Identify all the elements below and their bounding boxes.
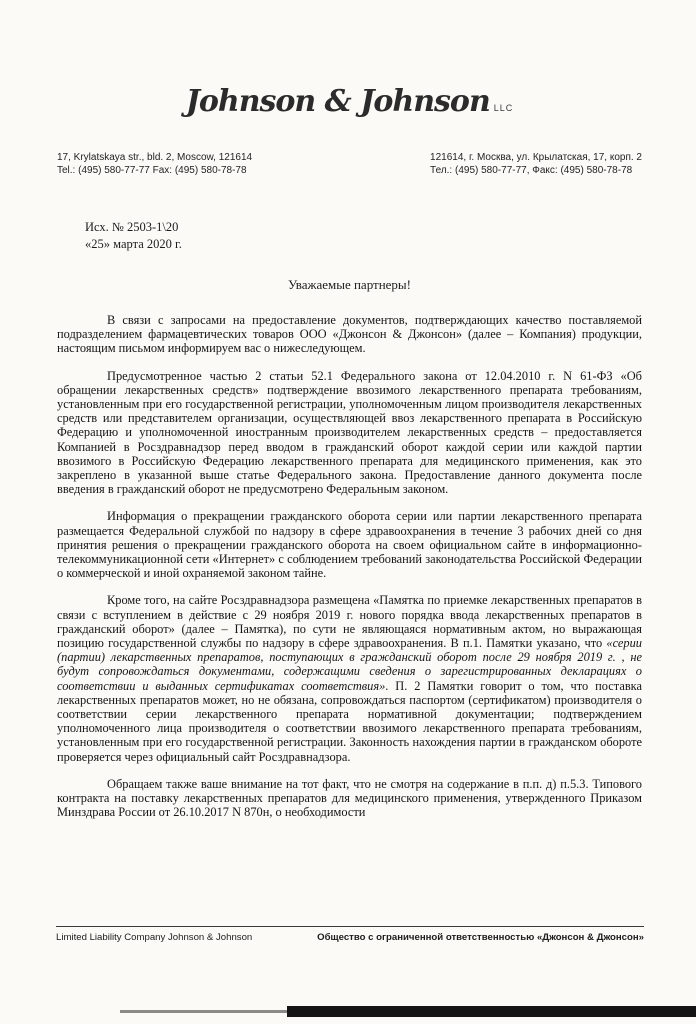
body-paragraphs <box>57 313 642 820</box>
paragraph <box>57 313 642 356</box>
paragraph-segment: Обращаем также ваше внимание на тот факт, что не смотря на содержание в п.п. д) п.5.3. Типового контракта на поставку лекарственных препаратов для медицинского применения, утвержденного Приказом Минздрава России от 26.10.2017 N 870н, о необходимости <box>57 776 642 820</box>
paragraph <box>57 369 642 497</box>
footer <box>56 926 644 943</box>
footer-company-ru: Общество с ограниченной ответственностью «Джонсон & Джонсон» <box>317 932 644 943</box>
address-line: Тел.: (495) 580-77-77, Факс: (495) 580-78-78 <box>430 165 633 176</box>
address-block-en <box>57 151 252 177</box>
scan-artifact-line <box>120 1010 287 1013</box>
address-block-ru <box>430 151 642 177</box>
paragraph-segment: . П. 2 Памятки говорит о том, что поставка лекарственных препаратов может, но не обязана, сопровождаться паспортом (сертификатом) производителя о соответствии серии лекарственного препарата нормативной документации; подтверждением уполномоченного лица производителя о соответствии ввозимого лекарственного препарата требованиям, установленным при его государственной регистрации. Законность нахождения партии в гражданском обороте проверяется через официальный сайт Росздравнадзора. <box>57 678 643 764</box>
paragraph <box>57 777 642 820</box>
address-line: 17, Krylatskaya str., bld. 2, Moscow, 121614 <box>57 152 253 163</box>
scan-artifact-bar <box>287 1006 696 1017</box>
reference-block <box>85 219 642 253</box>
address-line: 121614, г. Москва, ул. Крылатская, 17, корп. 2 <box>430 152 642 163</box>
paragraph-segment: Предусмотренное частью 2 статьи 52.1 Федерального закона от 12.04.2010 г. N 61-ФЗ «Об обращении лекарственных средств» подтверждение ввозимого лекарственного препарата требованиям, установленным при его государственной регистрации, уполномоченным лицом производителя лекарственных средств или представителем организации, осуществляющей ввоз лекарственного препарата в Российскую Федерацию и уполномоченной иностранным производителем лекарственных средств – предоставляется Компанией в Росздравнадзор перед вводом в гражданский оборот каждой серии или каждой партии ввозимого в Российскую Федерацию лекарственного препарата для медицинского применения, как это закреплено в указанной выше статье Федерального закона. Предоставление данного документа после введения в гражданский оборот не предусмотрено Федеральным законом. <box>57 368 642 497</box>
letterhead <box>57 0 642 119</box>
salutation: Уважаемые партнеры! <box>287 277 411 292</box>
paragraph-segment: Кроме того, на сайте Росздравнадзора размещена «Памятка по приемке лекарственных препаратов в связи с вступлением в действие с 29 ноября 2019 г. нового порядка ввода лекарственных препаратов в гражданский оборот» (далее – Памятка), по сути не являющаяся нормативным актом, но выражающая позицию государственной службы по надзору в сфере здравоохранения. В п.1. Памятки указано, что <box>57 593 642 651</box>
paragraph <box>57 509 642 580</box>
logo-llc-suffix: LLC <box>493 103 514 113</box>
outgoing-number: Исх. № 2503-1\20 <box>85 220 179 234</box>
paragraph <box>57 593 642 763</box>
address-line: Tel.: (495) 580-77-77 Fax: (495) 580-78-78 <box>57 165 247 176</box>
address-row <box>57 151 642 177</box>
johnson-johnson-logo <box>186 84 514 119</box>
paragraph-segment: В связи с запросами на предоставление документов, подтверждающих качество поставляемой подразделением фармацевтических товаров ООО «Джонсон & Джонсон» (далее – Компания) продукции, настоящим письмом информируем вас о нижеследующем. <box>57 313 642 356</box>
paragraph-segment: «серии (партии) лекарственных препаратов, поступающих в гражданский оборот после 29 ноября 2019 г. , не будут сопровождаться документами, содержащими сведения о зарегистрированных декларациях о соответствии и выданных сертификатах соответствия» <box>57 636 642 693</box>
footer-company-en: Limited Liability Company Johnson & Johnson <box>56 932 253 943</box>
paragraph-segment: Информация о прекращении гражданского оборота серии или партии лекарственного препарата размещается Федеральной службой по надзору в сфере здравоохранения в течение 3 рабочих дней со дня принятия решения о прекращении гражданского оборота на своем официальном сайте в информационно-телекоммуникационной сети «Интернет» с соблюдением требований законодательства Российской Федерации о коммерческой и иной охраняемой законом тайне. <box>57 509 642 581</box>
logo-text: Johnson & Johnson <box>185 84 490 119</box>
letter-date: «25» марта 2020 г. <box>85 237 182 251</box>
